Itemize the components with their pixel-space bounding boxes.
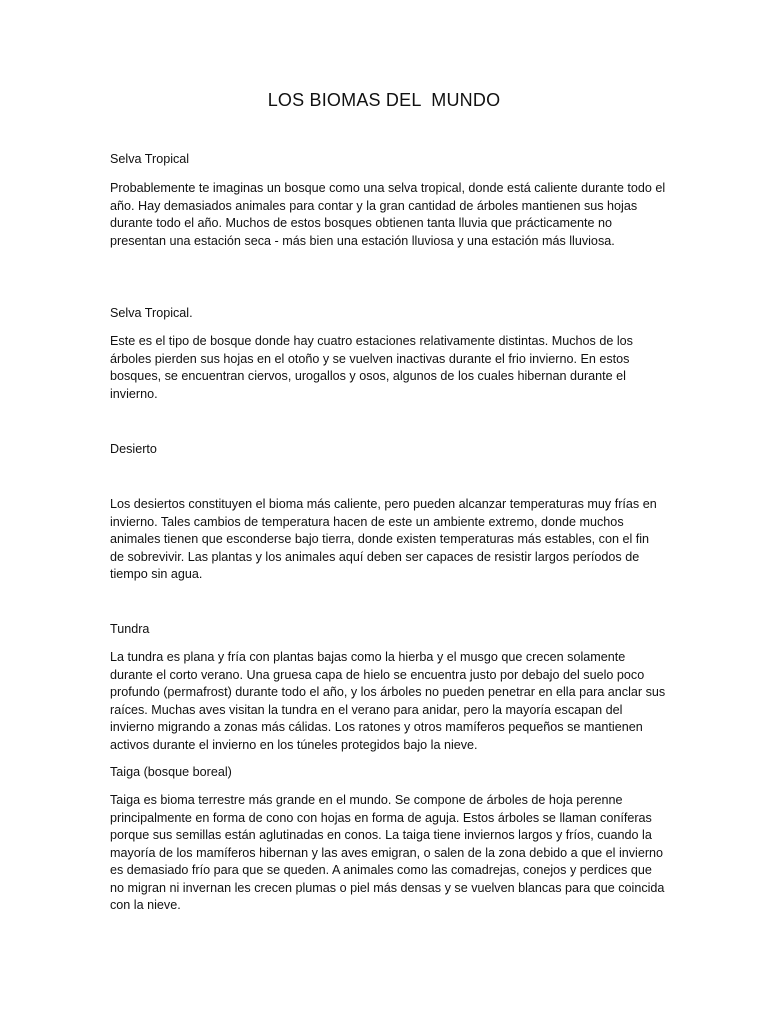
section-heading-selva-tropical: Selva Tropical xyxy=(110,152,190,166)
document-title: LOS BIOMAS DEL MUNDO xyxy=(267,90,501,110)
section-body-taiga: Taiga es bioma terrestre más grande en el mundo. Se compone de árboles de hoja perenne principalmente en forma de cono con hojas en forma de aguja. Estos árboles se llaman coníferas porque sus semillas están aglutinadas en conos. La taiga tiene inviernos largos y fríos, cuando la mayoría de los mamíferos hibernan y las aves emigran, o salen de la zona debido a que el invierno es demasiado frío para que se queden. A animales como las comadrejas, conejos y perdices que no migran ni invernan les crecen plumas o piel más densas y se vuelven blancas para que coincida con la nieve. xyxy=(110,793,665,912)
section-heading-tundra: Tundra xyxy=(110,622,150,636)
section-body-desierto: Los desiertos constituyen el bioma más caliente, pero pueden alcanzar temperaturas muy frías en invierno. Tales cambios de temperatura hacen de este un ambiente extremo, donde muchos animales tienen que esconderse bajo tierra, donde existen temperaturas más estables, con el fin de sobrevivir. Las plantas y los animales aquí deben ser capaces de resistir largos períodos de tiempo sin agua. xyxy=(110,497,657,581)
section-heading-taiga: Taiga (bosque boreal) xyxy=(110,765,232,779)
section-heading-desierto: Desierto xyxy=(110,442,157,456)
section-body-selva-tropical-2: Este es el tipo de bosque donde hay cuatro estaciones relativamente distintas. Muchos de los árboles pierden sus hojas en el otoño y se vuelven inactivas durante el frio invierno. En estos bosques, se encuentran ciervos, urogallos y osos, algunos de los cuales hibernan durante el invierno. xyxy=(110,334,633,401)
section-body-selva-tropical: Probablemente te imaginas un bosque como una selva tropical, donde está caliente durante todo el año. Hay demasiados animales para contar y la gran cantidad de árboles mantienen sus hojas durante todo el año. Muchos de estos bosques obtienen tanta lluvia que prácticamente no presentan una estación seca - más bien una estación lluviosa y una estación más lluviosa. xyxy=(110,181,666,248)
section-heading-selva-tropical-2: Selva Tropical. xyxy=(110,306,193,320)
section-body-tundra: La tundra es plana y fría con plantas bajas como la hierba y el musgo que crecen solamente durante el corto verano. Una gruesa capa de hielo se encuentra justo por debajo del suelo poco profundo (permafrost) durante todo el año, y los árboles no pueden penetrar en ella para anclar sus raíces. Muchas aves visitan la tundra en el verano para anidar, pero la mayoría escapan del invierno migrando a zonas más cálidas. Los ratones y otros mamíferos pequeños se mantienen activos durante el invierno en los túneles protegidos bajo la nieve. xyxy=(110,650,666,752)
